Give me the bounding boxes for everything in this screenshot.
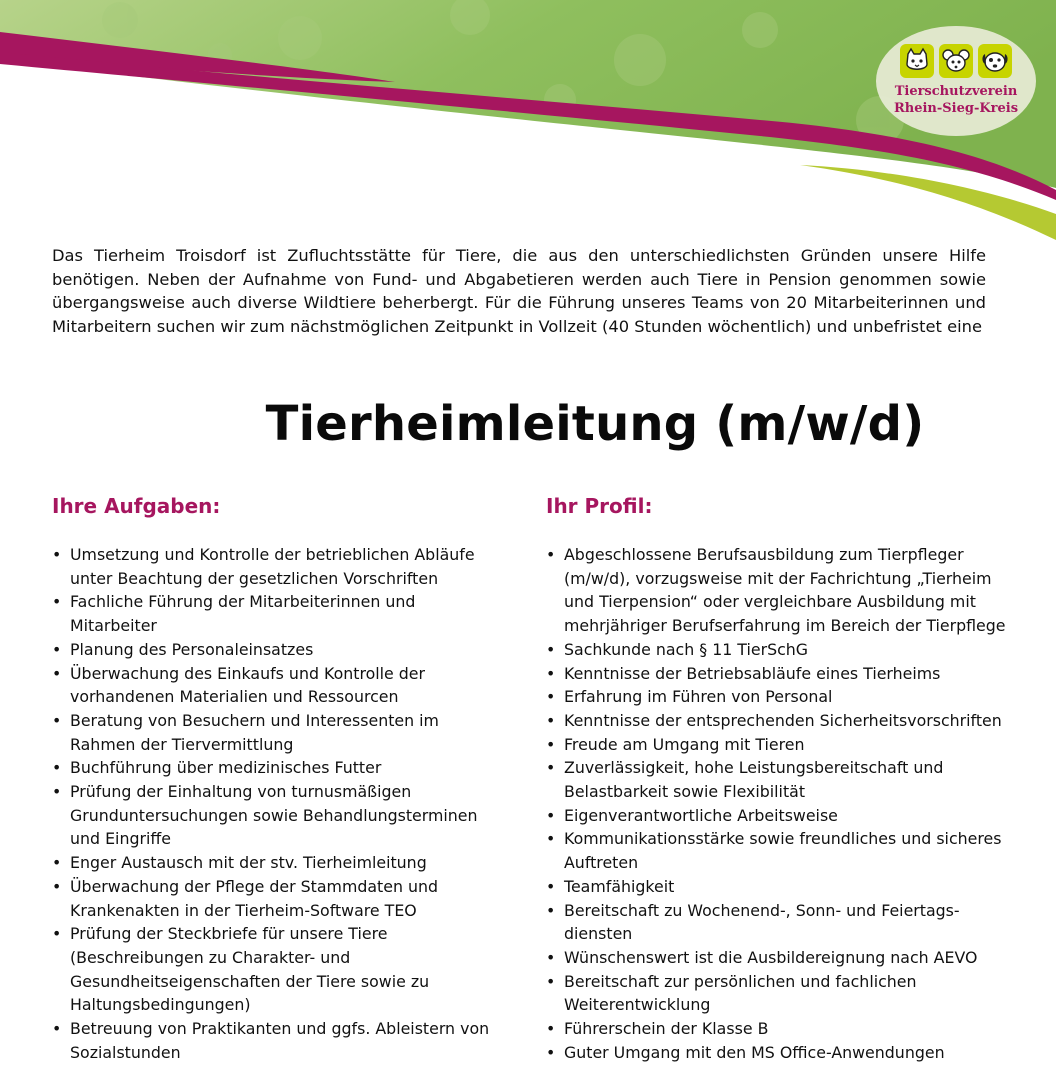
organization-logo [876,26,1036,136]
list-item: • Sachkunde nach § 11 TierSchG [546,638,1016,662]
list-item: • Abgeschlossene Berufsausbildung zum Tierpfleger (m/w/d), vorzugsweise mit der Fachrichtung „Tierheim und Tierpension“ oder vergleichbare Ausbildung mit mehrjähriger Berufserfahrung im Bereich der Tierpflege [546,543,1016,638]
list-item: • Bereitschaft zur persönlichen und fachlichen Weiterentwicklung [546,970,1016,1017]
list-item: • Kommunikationsstärke sowie freundliches und sicheres Auftreten [546,827,1016,874]
list-item: • Fachliche Führung der Mitarbeiterinnen und Mitarbeiter [52,590,502,637]
list-item: • Umsetzung und Kontrolle der betrieblichen Abläufe unter Beachtung der gesetzlichen Vorschriften [52,543,502,590]
list-item: • Betreuung von Praktikanten und ggfs. Ableistern von Sozialstunden [52,1017,502,1064]
profile-heading: Ihr Profil: [546,494,653,518]
list-item: • Bereitschaft zu Wochenend-, Sonn- und Feiertags-diensten [546,899,1016,946]
list-item: • Führerschein der Klasse B [546,1017,1016,1041]
tasks-list [52,543,502,1064]
list-item: • Überwachung der Pflege der Stammdaten und Krankenakten in der Tierheim-Software TEO [52,875,502,922]
list-item: • Enger Austausch mit der stv. Tierheimleitung [52,851,502,875]
list-item: • Teamfähigkeit [546,875,1016,899]
list-item: • Wünschenswert ist die Ausbildereignung nach AEVO [546,946,1016,970]
header-banner [0,0,1056,240]
list-item: • Zuverlässigkeit, hohe Leistungsbereitschaft und Belastbarkeit sowie Flexibilität [546,756,1016,803]
list-item: • Kenntnisse der entsprechenden Sicherheitsvorschriften [546,709,1016,733]
profile-list [546,543,1016,1064]
list-item: • Prüfung der Steckbriefe für unsere Tiere (Beschreibungen zu Charakter- und Gesundheitseigenschaften der Tiere sowie zu Haltungsbedingungen) [52,922,502,1017]
tasks-heading: Ihre Aufgaben: [52,494,221,518]
job-title: Tierheimleitung (m/w/d) [265,396,925,452]
mouse-icon [939,44,973,78]
list-item: • Eigenverantwortliche Arbeitsweise [546,804,1016,828]
logo-line-2: Rhein-Sieg-Kreis [893,101,1019,116]
dog-icon [978,44,1012,78]
cat-icon [900,44,934,78]
list-item: • Beratung von Besuchern und Interessenten im Rahmen der Tiervermittlung [52,709,502,756]
list-item: • Planung des Personaleinsatzes [52,638,502,662]
list-item: • Überwachung des Einkaufs und Kontrolle der vorhandenen Materialien und Ressourcen [52,662,502,709]
list-item: • Kenntnisse der Betriebsabläufe eines Tierheims [546,662,1016,686]
intro-paragraph: Das Tierheim Troisdorf ist Zufluchtsstätte für Tiere, die aus den unterschiedlichsten Gründen unsere Hilfe benötigen. Neben der Aufnahme von Fund- und Abgabetieren werden auch Tiere in Pension genommen sowie übergangsweise auch diverse Wildtiere beherbergt. Für die Führung unseres Teams von 20 Mitarbeiterinnen und Mitarbeitern suchen wir zum nächstmöglichen Zeitpunkt in Vollzeit (40 Stunden wöchentlich) und unbefristet eine [52,246,986,336]
list-item: • Freude am Umgang mit Tieren [546,733,1016,757]
list-item: • Guter Umgang mit den MS Office-Anwendungen [546,1041,1016,1065]
logo-text [876,83,1036,117]
list-item: • Erfahrung im Führen von Personal [546,685,1016,709]
list-item: • Buchführung über medizinisches Futter [52,756,502,780]
list-item: • Prüfung der Einhaltung von turnusmäßigen Grunduntersuchungen sowie Behandlungsterminen und Eingriffe [52,780,502,851]
logo-line-1: Tierschutzverein [894,84,1018,99]
